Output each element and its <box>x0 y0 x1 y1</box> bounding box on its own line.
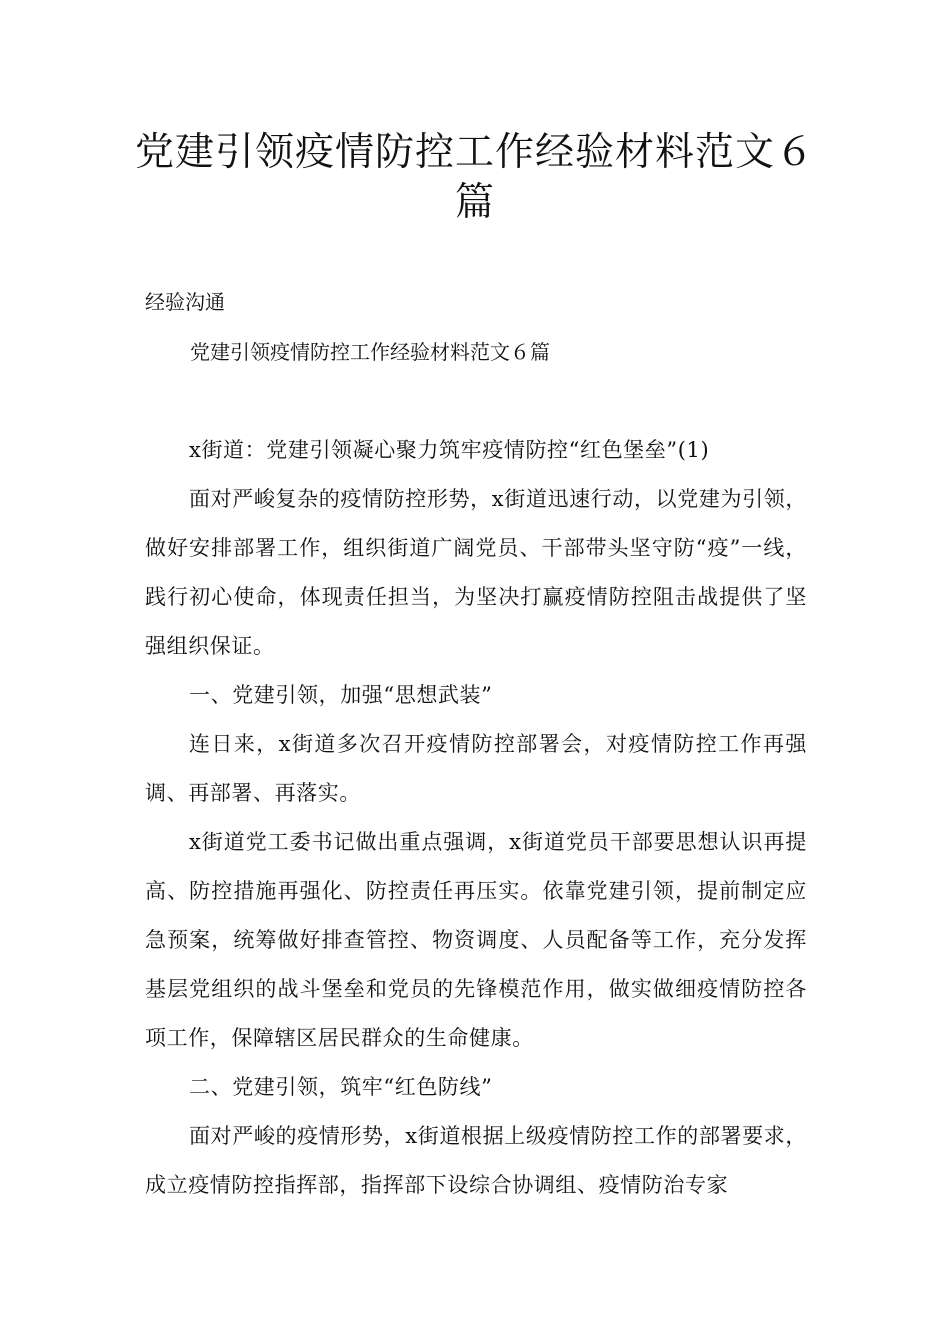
document-subtitle: 党建引领疫情防控工作经验材料范文６篇 <box>190 340 550 364</box>
document-title: 党建引领疫情防控工作经验材料范文６篇 <box>134 130 815 225</box>
paragraph: 面对严峻的疫情形势，x街道根据上级疫情防控工作的部署要求，成立疫情防控指挥部，指挥部下设综合协调组、疫情防治专家 <box>145 1124 807 1197</box>
paragraph-heading-1: 一、党建引领，加强“思想武装” <box>189 683 493 707</box>
paragraph: x街道党工委书记做出重点强调，x街道党员干部要思想认识再提高、防控措施再强化、防控责任再压实。依靠党建引领，提前制定应急预案，统筹做好排查管控、物资调度、人员配备等工作，充分发挥基层党组织的战斗堡垒和党员的先锋模范作用，做实做细疫情防控各项工作，保障辖区居民群众的生命健康。 <box>145 830 807 1050</box>
paragraph-heading-2: 二、党建引领，筑牢“红色防线” <box>189 1075 493 1099</box>
document-body <box>145 426 807 1210</box>
paragraph: 连日来，x街道多次召开疫情防控部署会，对疫情防控工作再强调、再部署、再落实。 <box>145 732 807 805</box>
paragraph-section-heading: x街道：党建引领凝心聚力筑牢疫情防控“红色堡垒”(1) <box>189 438 710 462</box>
document-category: 经验沟通 <box>145 290 225 314</box>
paragraph-intro: 面对严峻复杂的疫情防控形势，x街道迅速行动，以党建为引领，做好安排部署工作，组织街道广阔党员、干部带头坚守防“疫”一线，践行初心使命，体现责任担当，为坚决打赢疫情防控阻击战提供了坚强组织保证。 <box>145 487 807 658</box>
